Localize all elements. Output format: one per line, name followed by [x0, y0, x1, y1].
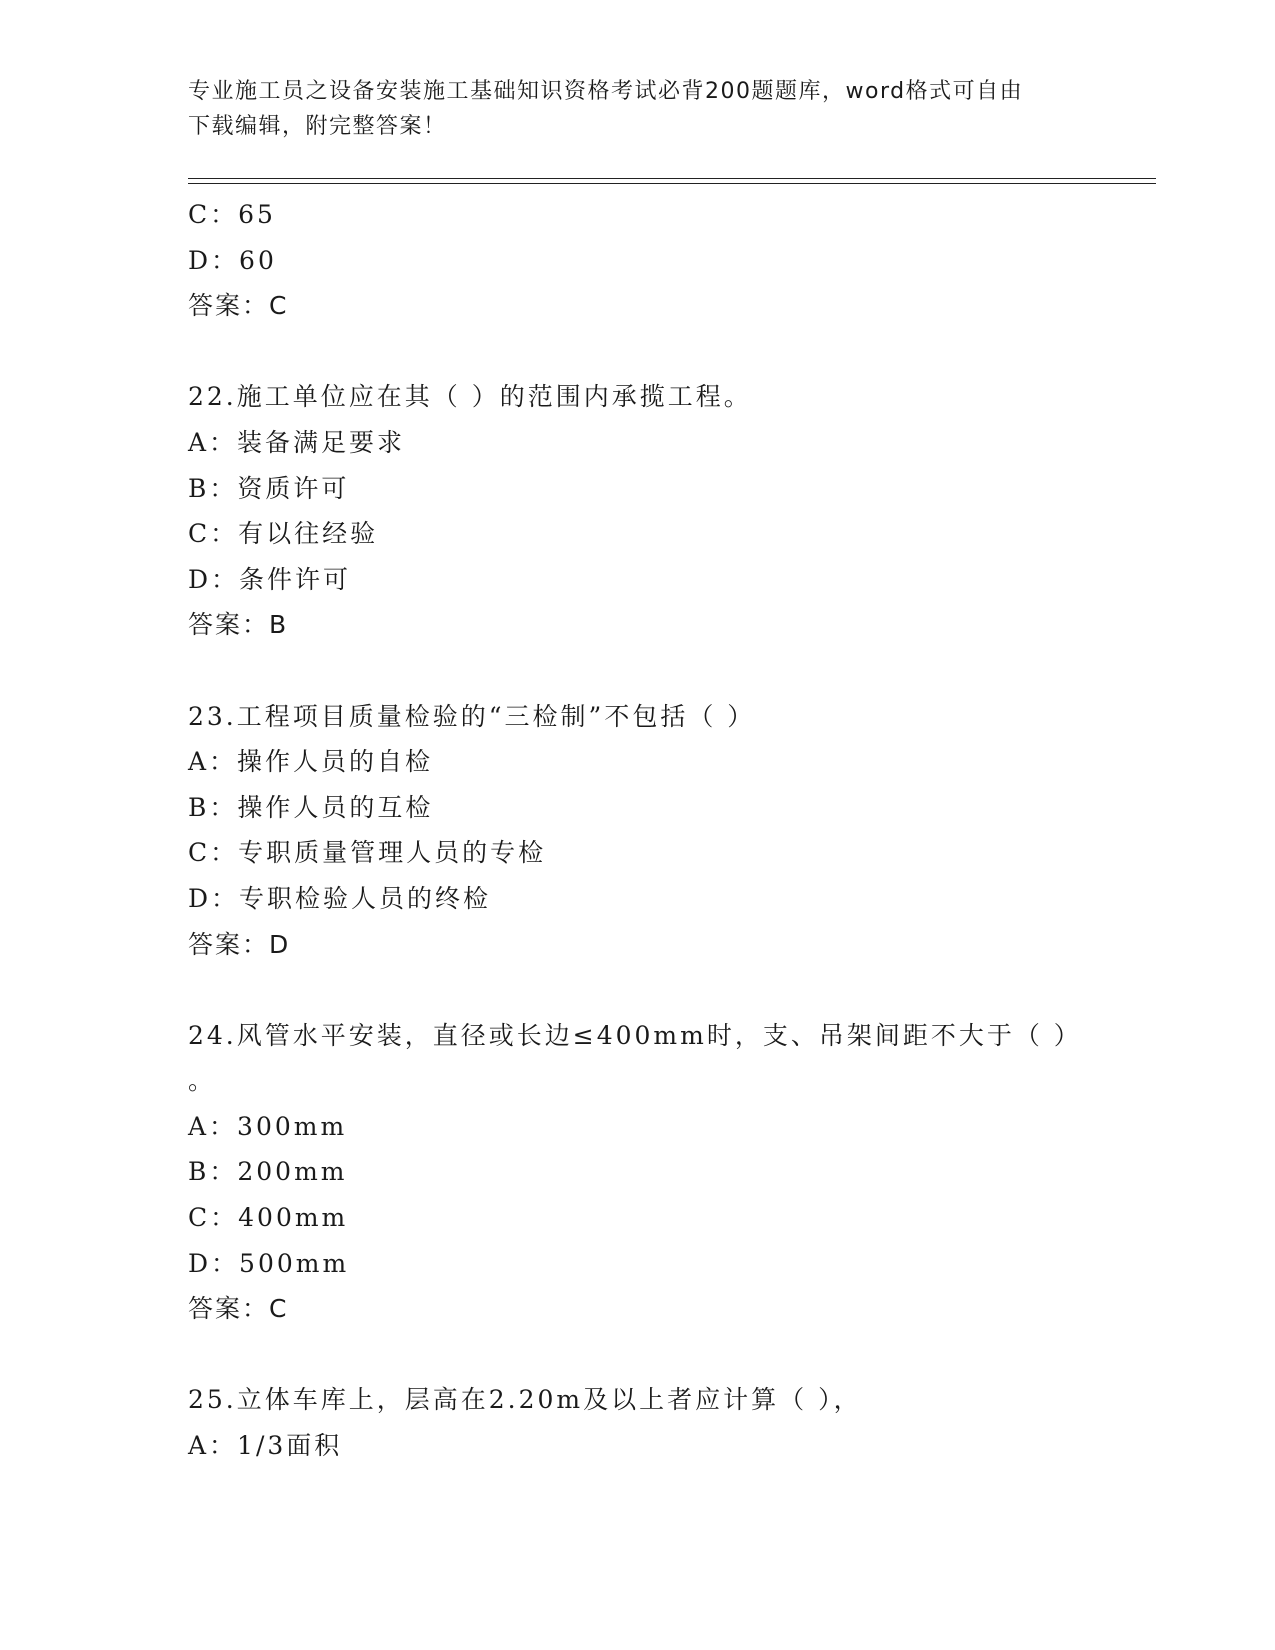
option-b: B：资质许可 [188, 473, 350, 503]
option-a: A：装备满足要求 [188, 427, 406, 457]
answer-line: 答案：D [188, 929, 291, 959]
answer-line: 答案：C [188, 1294, 289, 1324]
answer-line: 答案：B [188, 610, 289, 640]
question-stem: 24.风管水平安装，直径或长边≤400mm时，支、吊架间距不大于（ ） [188, 1020, 1082, 1050]
question-stem: 22.施工单位应在其（ ）的范围内承揽工程。 [188, 382, 752, 412]
question-stem: 25.立体车库上，层高在2.20m及以上者应计算（ ）， [188, 1385, 862, 1415]
question-list [188, 192, 1148, 1469]
question-stem-continuation: 。 [188, 1066, 217, 1096]
option-a: A：300mm [188, 1111, 348, 1141]
option-c: C：65 [188, 200, 276, 229]
spacer [188, 329, 1148, 375]
header-divider-bottom [188, 183, 1156, 184]
option-d: D：专职检验人员的终检 [188, 883, 492, 913]
option-c: C：400mm [188, 1203, 349, 1233]
answer-line: 答案：C [188, 291, 289, 321]
option-d: D：60 [188, 245, 277, 275]
option-b: B：操作人员的互检 [188, 792, 434, 822]
header-line-1: 专业施工员之设备安装施工基础知识资格考试必背200题题库，word格式可自由 [188, 79, 1024, 104]
spacer [188, 1332, 1148, 1378]
option-a: A：1/3面积 [188, 1431, 343, 1461]
option-d: D：条件许可 [188, 564, 352, 594]
option-c: C：专职质量管理人员的专检 [188, 838, 547, 868]
document-header [188, 74, 1088, 144]
header-divider-top [188, 178, 1156, 179]
spacer [188, 967, 1148, 1013]
option-c: C：有以往经验 [188, 519, 379, 549]
option-b: B：200mm [188, 1157, 348, 1187]
question-stem: 23.工程项目质量检验的“三检制”不包括（ ） [188, 701, 756, 731]
option-d: D：500mm [188, 1248, 350, 1278]
option-a: A：操作人员的自检 [188, 747, 434, 777]
spacer [188, 648, 1148, 694]
header-line-2: 下载编辑，附完整答案！ [188, 114, 447, 139]
